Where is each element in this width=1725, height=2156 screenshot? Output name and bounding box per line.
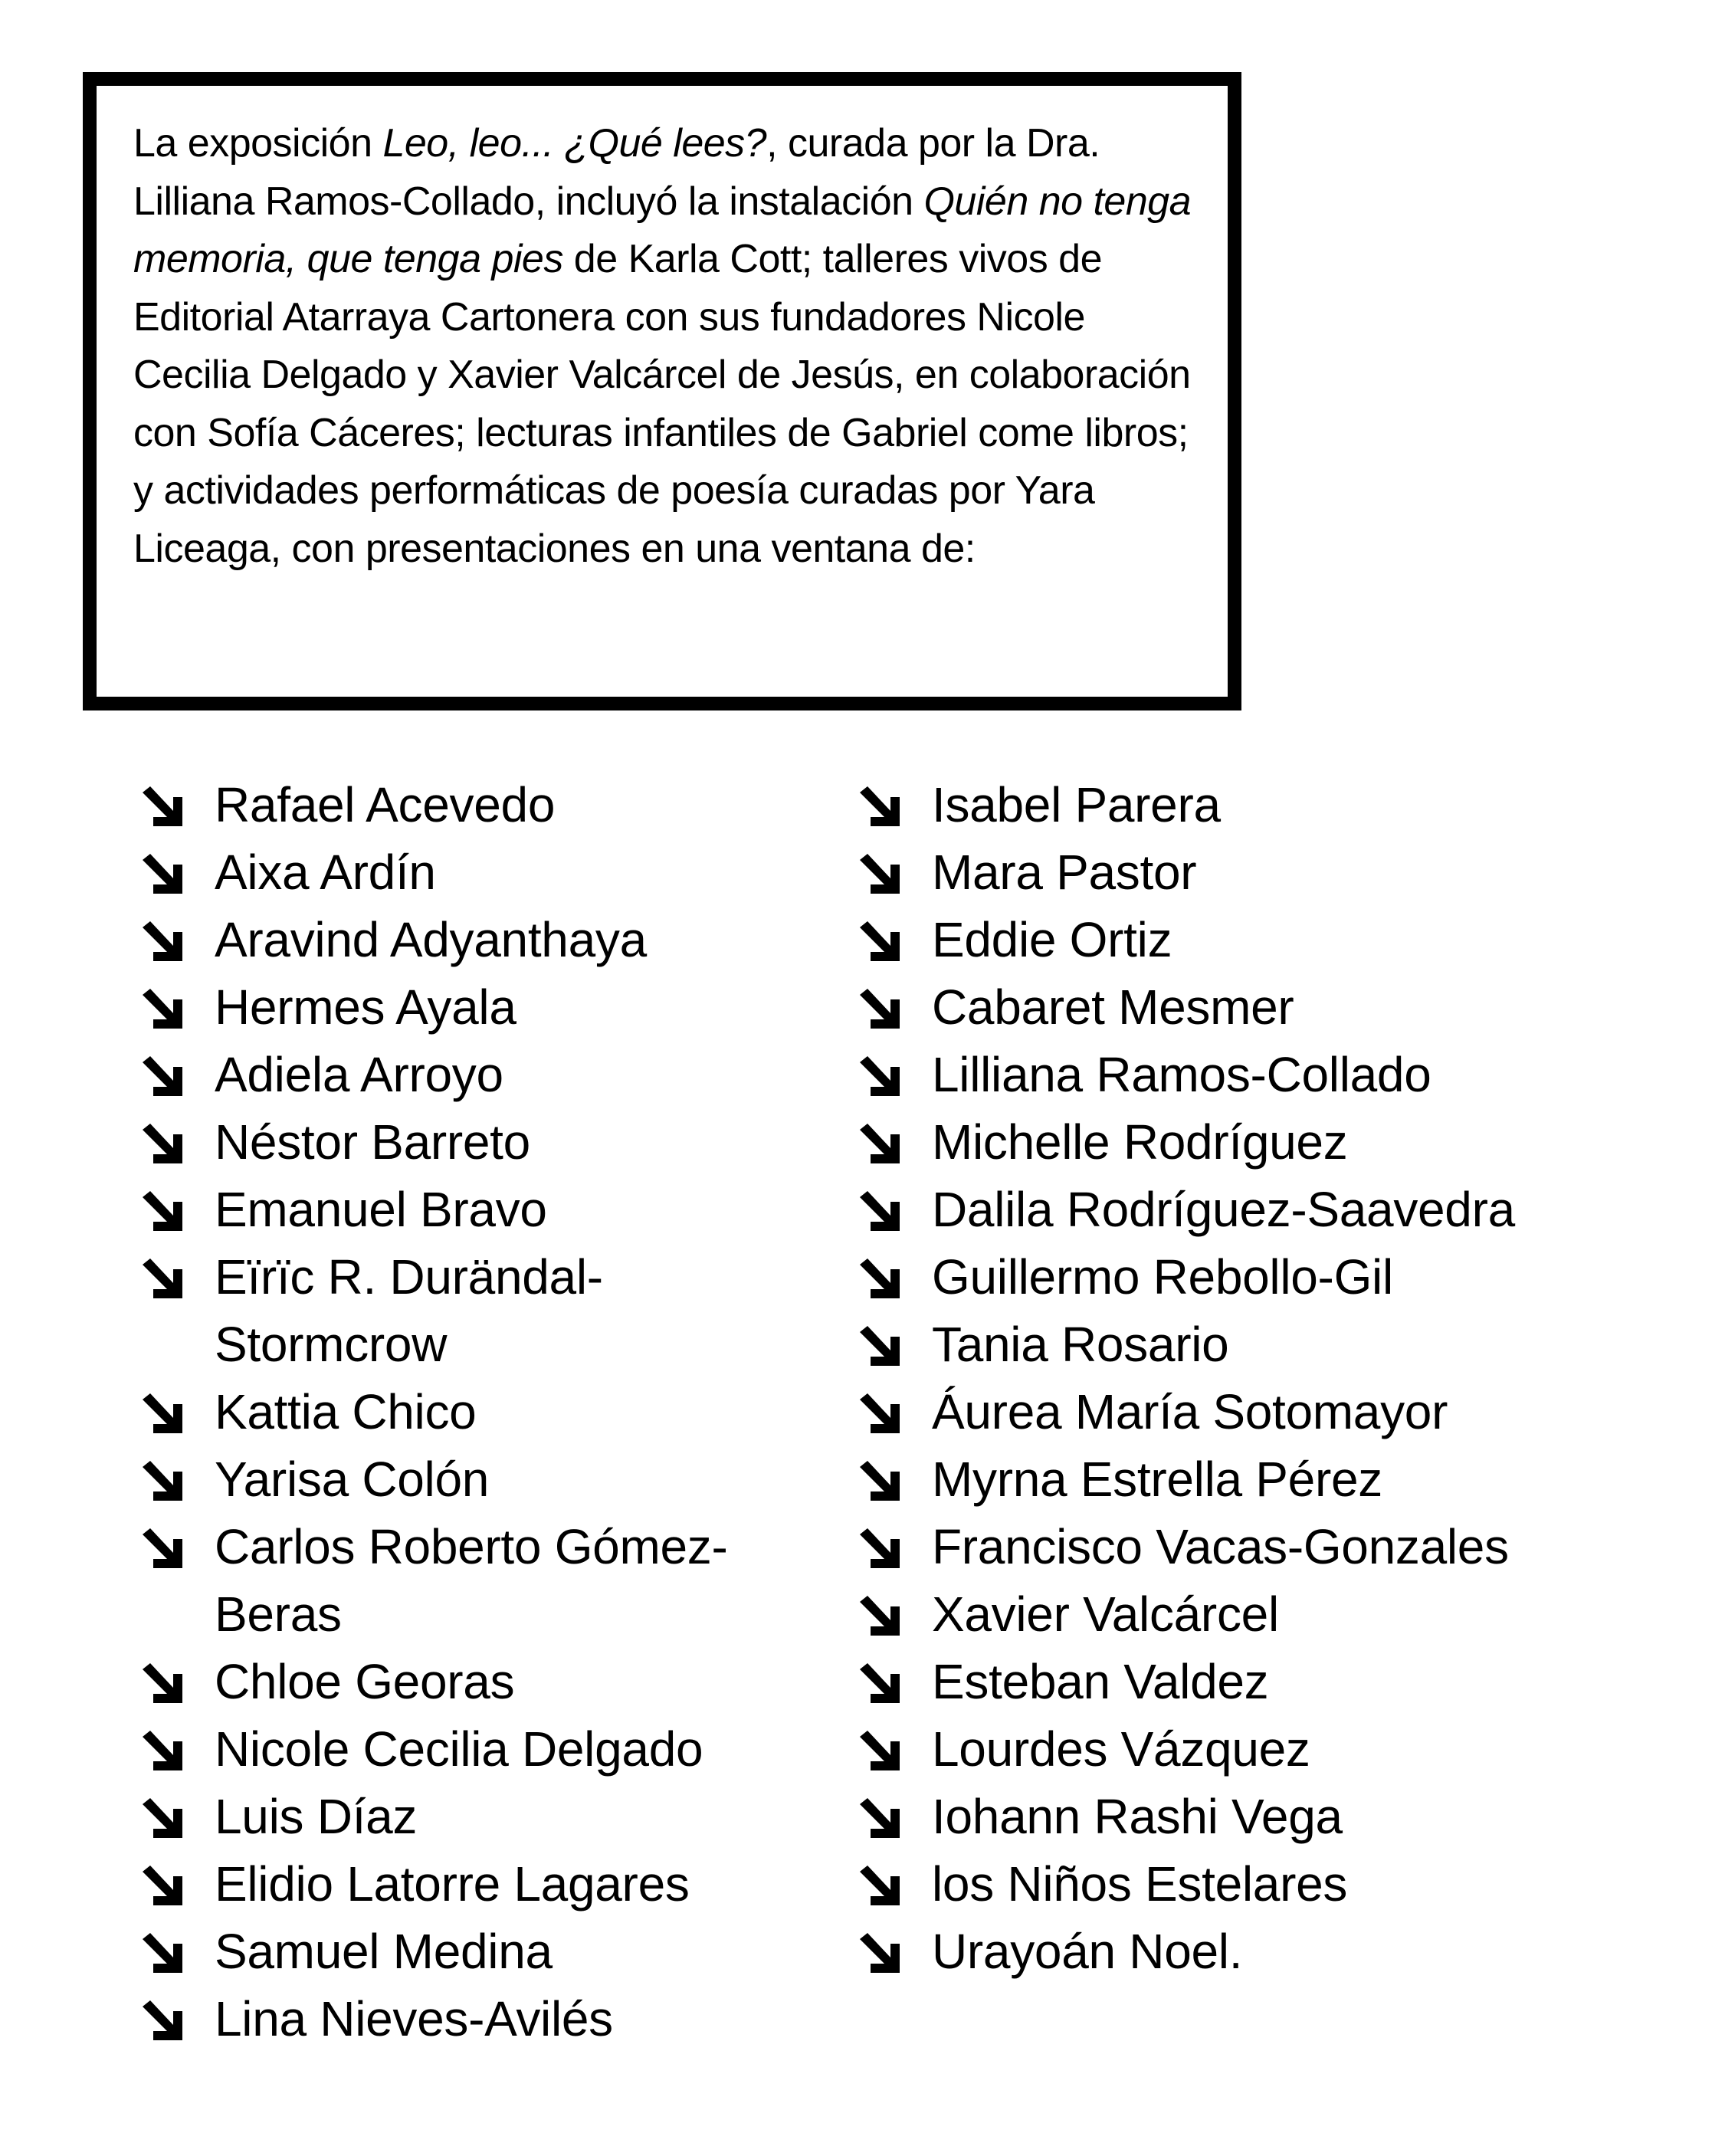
participant-name: los Niños Estelares bbox=[932, 1856, 1348, 1912]
participants-list-right bbox=[860, 771, 1703, 1985]
list-item bbox=[143, 1648, 802, 1715]
arrow-down-right-icon bbox=[860, 1258, 900, 1298]
intro-box bbox=[83, 72, 1241, 710]
arrow-down-right-icon bbox=[860, 1933, 900, 1973]
arrow-down-right-icon bbox=[860, 786, 900, 826]
list-item bbox=[860, 1648, 1703, 1715]
participant-name: Elidio Latorre Lagares bbox=[215, 1856, 690, 1912]
arrow-down-right-icon bbox=[143, 1461, 182, 1501]
arrow-down-right-icon bbox=[860, 1798, 900, 1838]
list-item bbox=[860, 1715, 1703, 1783]
arrow-down-right-icon bbox=[143, 786, 182, 826]
arrow-down-right-icon bbox=[860, 1393, 900, 1433]
list-item bbox=[143, 1513, 802, 1648]
list-item bbox=[860, 1243, 1703, 1311]
participant-name: Dalila Rodríguez-Saavedra bbox=[932, 1182, 1515, 1237]
arrow-down-right-icon bbox=[143, 1866, 182, 1905]
list-item bbox=[143, 1176, 802, 1243]
list-item bbox=[860, 1850, 1703, 1918]
participant-name: Néstor Barreto bbox=[215, 1114, 530, 1170]
participant-name: Áurea María Sotomayor bbox=[932, 1384, 1448, 1439]
arrow-down-right-icon bbox=[860, 1326, 900, 1366]
arrow-down-right-icon bbox=[860, 1124, 900, 1163]
participant-name: Yarisa Colón bbox=[215, 1452, 490, 1507]
list-item bbox=[860, 906, 1703, 973]
list-item bbox=[143, 1985, 802, 2053]
list-item bbox=[860, 1918, 1703, 1985]
arrow-down-right-icon bbox=[143, 1191, 182, 1231]
participant-name: Isabel Parera bbox=[932, 777, 1221, 832]
list-item bbox=[860, 973, 1703, 1041]
arrow-down-right-icon bbox=[860, 1663, 900, 1703]
arrow-down-right-icon bbox=[143, 1731, 182, 1770]
list-item bbox=[860, 1378, 1703, 1446]
list-item bbox=[143, 1108, 802, 1176]
arrow-down-right-icon bbox=[143, 1798, 182, 1838]
list-item bbox=[143, 1783, 802, 1850]
participant-name: Eddie Ortiz bbox=[932, 912, 1172, 967]
participant-name: Iohann Rashi Vega bbox=[932, 1789, 1343, 1844]
list-item bbox=[860, 838, 1703, 906]
list-item bbox=[860, 1041, 1703, 1108]
participant-name: Luis Díaz bbox=[215, 1789, 418, 1844]
participant-name: Kattia Chico bbox=[215, 1384, 477, 1439]
list-item bbox=[143, 1918, 802, 1985]
participant-name: Rafael Acevedo bbox=[215, 777, 556, 832]
intro-text: , curada por la Dra. Lilliana Ramos-Collado, incluyó la instalación bbox=[133, 121, 1100, 224]
list-item bbox=[860, 1783, 1703, 1850]
participant-name: Hermes Ayala bbox=[215, 980, 517, 1035]
list-item bbox=[143, 1446, 802, 1513]
participant-name: Lourdes Vázquez bbox=[932, 1721, 1310, 1777]
arrow-down-right-icon bbox=[860, 854, 900, 894]
intro-text: La exposición bbox=[133, 121, 383, 166]
list-item bbox=[143, 771, 802, 838]
arrow-down-right-icon bbox=[143, 1528, 182, 1568]
list-item bbox=[860, 1446, 1703, 1513]
participant-name: Emanuel Bravo bbox=[215, 1182, 547, 1237]
participant-name: Eïrïc R. Durändal-Stormcrow bbox=[215, 1249, 603, 1372]
participant-name: Nicole Cecilia Delgado bbox=[215, 1721, 703, 1777]
arrow-down-right-icon bbox=[143, 921, 182, 961]
participant-name: Aixa Ardín bbox=[215, 845, 436, 900]
arrow-down-right-icon bbox=[860, 1461, 900, 1501]
participants-list-left bbox=[143, 771, 802, 2053]
list-item bbox=[143, 973, 802, 1041]
exhibition-title: Leo, leo... ¿Qué lees? bbox=[382, 121, 767, 166]
arrow-down-right-icon bbox=[860, 1528, 900, 1568]
participant-name: Michelle Rodríguez bbox=[932, 1114, 1348, 1170]
list-item bbox=[860, 1176, 1703, 1243]
intro-paragraph bbox=[133, 115, 1206, 578]
list-item bbox=[860, 1513, 1703, 1580]
arrow-down-right-icon bbox=[860, 1596, 900, 1636]
arrow-down-right-icon bbox=[143, 1258, 182, 1298]
participant-name: Esteban Valdez bbox=[932, 1654, 1269, 1709]
arrow-down-right-icon bbox=[860, 1731, 900, 1770]
intro-text: de Karla Cott; talleres vivos de Editorial Atarraya Cartonera con sus fundadores Nicole Cecilia Delgado y Xavier Valcárcel de Jesús, en colaboración con Sofía Cáceres; lecturas infantiles de Gabriel come libros; y actividades performáticas de poesía curadas por Yara Liceaga, con presentaciones en una ventana de: bbox=[133, 237, 1191, 571]
arrow-down-right-icon bbox=[143, 854, 182, 894]
list-item bbox=[860, 771, 1703, 838]
list-item bbox=[143, 1715, 802, 1783]
participant-name: Chloe Georas bbox=[215, 1654, 515, 1709]
participant-name: Carlos Roberto Gómez-Beras bbox=[215, 1519, 728, 1642]
arrow-down-right-icon bbox=[143, 2000, 182, 2040]
list-item bbox=[143, 1850, 802, 1918]
list-item bbox=[143, 906, 802, 973]
participant-name: Xavier Valcárcel bbox=[932, 1587, 1279, 1642]
arrow-down-right-icon bbox=[143, 1393, 182, 1433]
participant-name: Myrna Estrella Pérez bbox=[932, 1452, 1382, 1507]
list-item bbox=[860, 1580, 1703, 1648]
participant-name: Aravind Adyanthaya bbox=[215, 912, 647, 967]
arrow-down-right-icon bbox=[860, 1866, 900, 1905]
participant-name: Lina Nieves-Avilés bbox=[215, 1991, 613, 2046]
list-item bbox=[143, 1243, 802, 1378]
arrow-down-right-icon bbox=[143, 1933, 182, 1973]
arrow-down-right-icon bbox=[860, 989, 900, 1029]
participant-name: Samuel Medina bbox=[215, 1924, 553, 1979]
participant-name: Lilliana Ramos-Collado bbox=[932, 1047, 1431, 1102]
arrow-down-right-icon bbox=[143, 1663, 182, 1703]
list-item bbox=[860, 1108, 1703, 1176]
installation-title: Quién no tenga memoria, que tenga pies bbox=[133, 179, 1192, 281]
list-item bbox=[860, 1311, 1703, 1378]
arrow-down-right-icon bbox=[143, 1124, 182, 1163]
participant-name: Urayoán Noel. bbox=[932, 1924, 1243, 1979]
arrow-down-right-icon bbox=[860, 921, 900, 961]
participant-name: Adiela Arroyo bbox=[215, 1047, 503, 1102]
arrow-down-right-icon bbox=[143, 1056, 182, 1096]
list-item bbox=[143, 1041, 802, 1108]
participant-name: Guillermo Rebollo-Gil bbox=[932, 1249, 1393, 1304]
arrow-down-right-icon bbox=[860, 1191, 900, 1231]
participant-name: Francisco Vacas-Gonzales bbox=[932, 1519, 1509, 1574]
participant-name: Tania Rosario bbox=[932, 1317, 1229, 1372]
participant-name: Cabaret Mesmer bbox=[932, 980, 1294, 1035]
participant-name: Mara Pastor bbox=[932, 845, 1197, 900]
arrow-down-right-icon bbox=[860, 1056, 900, 1096]
list-item bbox=[143, 1378, 802, 1446]
arrow-down-right-icon bbox=[143, 989, 182, 1029]
list-item bbox=[143, 838, 802, 906]
